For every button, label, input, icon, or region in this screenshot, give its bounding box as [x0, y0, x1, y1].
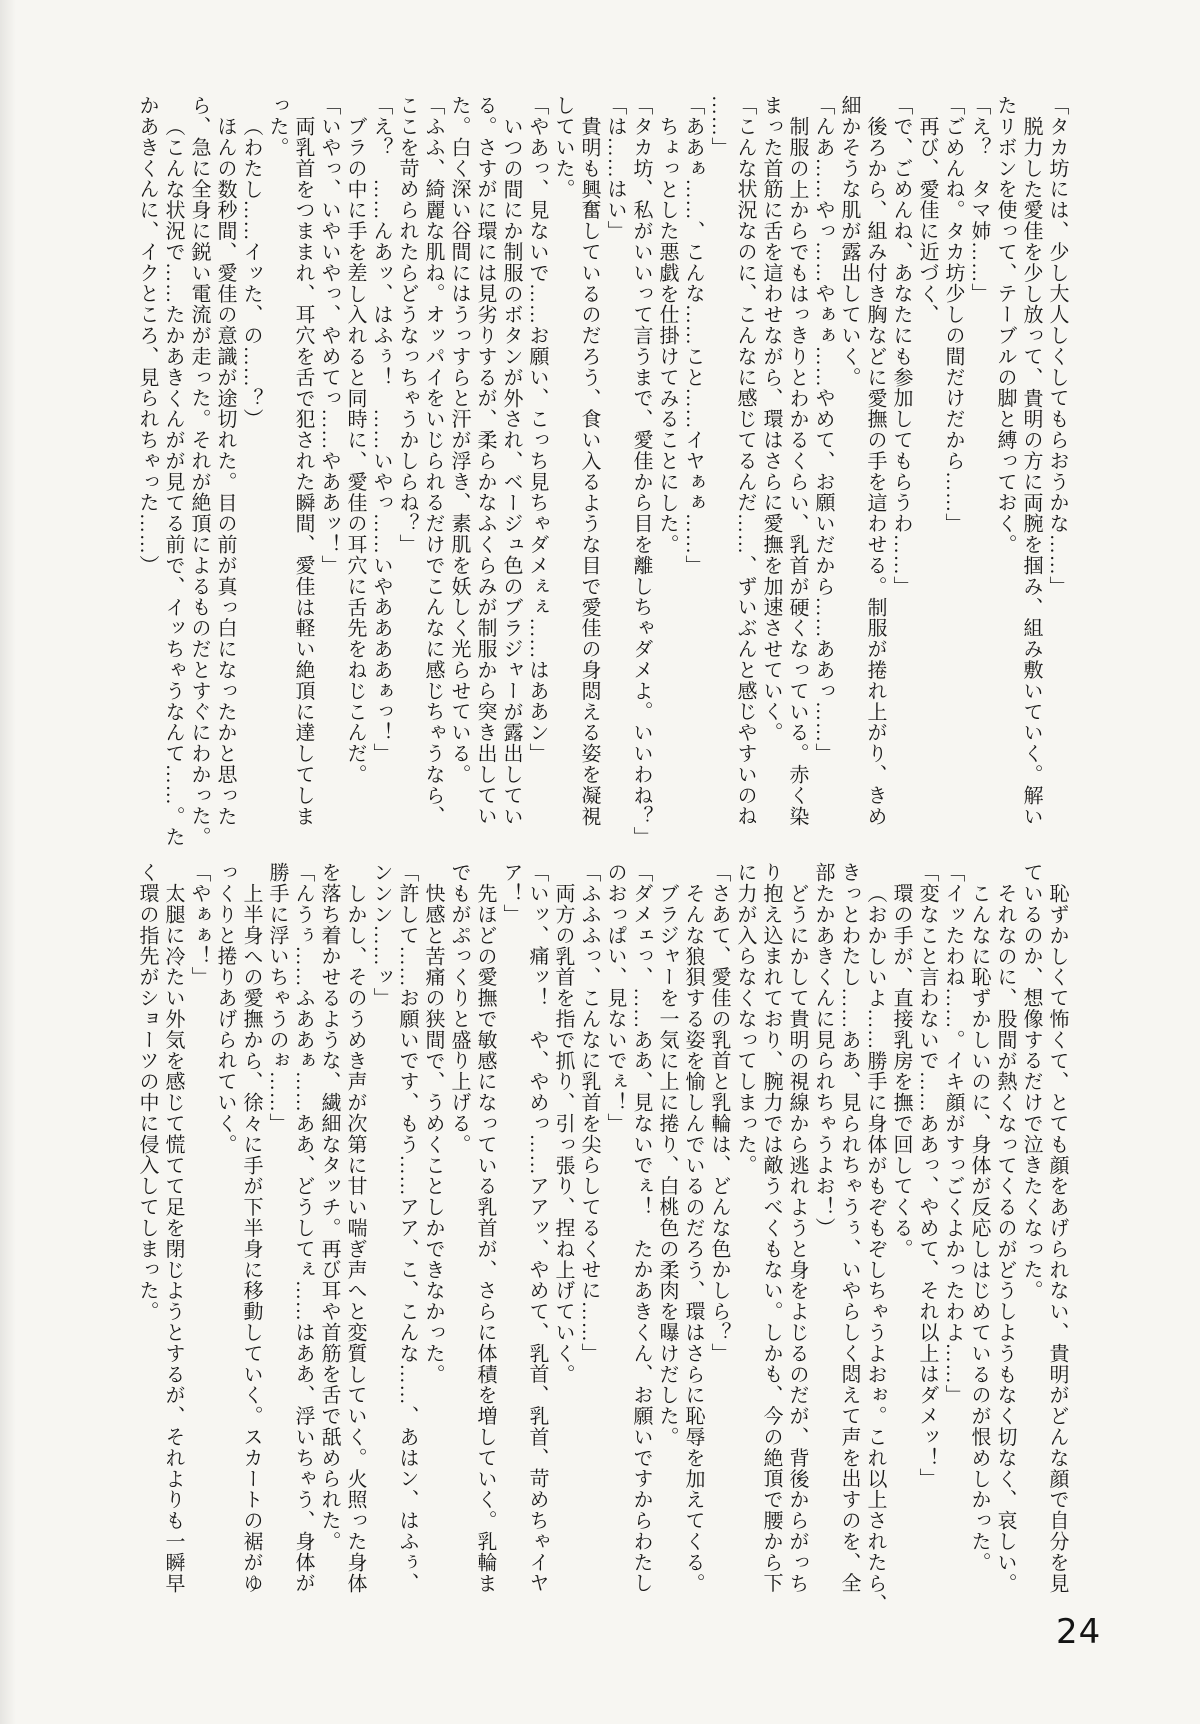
text-column: に力が入らなくなってしまった。 — [734, 862, 756, 1176]
text-column: 「え？ タマ姉……」 — [968, 95, 990, 304]
text-column: （こんな状況で……たかあきくんがが見てる前で、イッちゃうなんて……。た — [162, 116, 184, 848]
text-column: 部たかあきくんに見られちゃうよお！） — [812, 862, 834, 1239]
text-column: きっとわたし……ああ、見られちゃうぅ、いやらしく悶えて声を出すのを、全 — [838, 862, 860, 1594]
text-column: ンンン……ッ」 — [370, 862, 392, 1009]
text-column: 「イッたわね……。イキ顔がすっごくよかったわよ……」 — [942, 862, 964, 1406]
text-column: 「やあっ、見ないで……お願い、こっち見ちゃダメぇぇ……はああン」 — [526, 95, 548, 764]
bottom-text-block — [134, 862, 1070, 1615]
top-text-block — [134, 95, 1070, 848]
text-column: 勝手に浮いちゃうのぉ……」 — [266, 862, 288, 1134]
text-column: 「やぁぁ！」 — [188, 862, 210, 988]
text-column: 「で、ごめんね、あなたにも参加してもらうわ……」 — [890, 95, 912, 597]
text-column: 「いッ、痛ッ！ や、やめっ……アアッ、やめて、乳首、乳首、苛めちゃイヤ — [526, 862, 548, 1594]
text-column: 貴明も興奮しているのだろう、食い入るような目で愛佳の身悶える姿を凝視 — [578, 116, 600, 827]
text-column: 恥ずかしくて怖くて、とても顔をあげられない、貴明がどんな顔で自分を見 — [1046, 883, 1068, 1594]
text-column: 「タカ坊、私がいいって言うまで、愛佳から目を離しちゃダメよ。いいわね？」 — [630, 95, 652, 848]
text-column: 「こんな状況なのに、こんなに感じてるんだ……、ずいぶんと感じやすいのね — [734, 95, 756, 827]
text-column: た。白く深い谷間にはうっすらと汗が浮き、素肌を妖しく光らせている。 — [448, 95, 470, 785]
text-column: それなのに、股間が熱くなってくるのがどうしようもなく切なく、哀しい。 — [994, 883, 1016, 1594]
text-column: 両方の乳首を指で抓り、引っ張り、捏ね上げていく。 — [552, 883, 574, 1385]
text-column: でもがぷっくりと盛り上げる。 — [448, 862, 470, 1155]
text-column: 細かそうな肌が露出していく。 — [838, 95, 860, 388]
text-column: ほんの数秒間、愛佳の意識が途切れた。目の前が真っ白になったかと思った — [214, 116, 236, 827]
text-column: っくりと捲りあげられていく。 — [214, 862, 236, 1155]
text-column: 「ああぁ……、こんな……こと……イヤぁぁ……」 — [682, 95, 704, 576]
text-column: ちょっとした悪戯を仕掛けてみることにした。 — [656, 116, 678, 555]
text-column: まった首筋に舌を這わせながら、環はさらに愛撫を加速させていく。 — [760, 95, 782, 743]
text-column: 「ダメェっ、……ああ、見ないでぇ！ たかあきくん、お願いですからわたし — [630, 862, 652, 1594]
text-column: （おかしいよ……勝手に身体がもぞもぞしちゃうよおぉ。これ以上されたら、 — [864, 883, 886, 1615]
text-column: そんな狼狽する姿を愉しんでいるのだろう、環はさらに恥辱を加えてくる。 — [682, 883, 704, 1594]
text-column: 「ごめんね。タカ坊少しの間だけだから……」 — [942, 95, 964, 534]
text-column: 「ふふふっ、こんなに乳首を尖らしてるくせに……」 — [578, 862, 600, 1364]
text-column: 「は……はい」 — [604, 95, 626, 242]
text-column: しかし、そのうめき声が次第に甘い喘ぎ声へと変質していく。火照った身体 — [344, 883, 366, 1594]
text-column: ……」 — [708, 95, 730, 158]
text-column: ア！」 — [500, 862, 522, 925]
text-column: り抱え込まれており、腕力では敵うべくもない。しかも、今の絶頂で腰から下 — [760, 862, 782, 1594]
text-column: 「え？ ……んあッ、はふぅ！ ……いやっ……いやああああぁっ！」 — [370, 95, 392, 764]
text-column: 太腿に冷たい外気を感じて慌てて足を閉じようとするが、それよりも一瞬早 — [162, 883, 184, 1594]
text-column: を落ち着かせるような、繊細なタッチ。再び耳や首筋を舌で舐められた。 — [318, 862, 340, 1552]
text-column: 「許して……お願いです、もう……アア、こ、こんな……、あはン、はふぅ、 — [396, 862, 418, 1594]
text-column: った。 — [266, 95, 288, 158]
text-column: ら、急に全身に鋭い電流が走った。それが絶頂によるものだとすぐにわかった。 — [188, 95, 210, 848]
text-column: どうにかして貴明の視線から逃れようと身をよじるのだが、背後からがっち — [786, 883, 808, 1594]
text-column: 脱力した愛佳を少し放って、貴明の方に両腕を掴み、組み敷いていく。解い — [1020, 116, 1042, 827]
text-column: 上半身への愛撫から、徐々に手が下半身に移動していく。スカートの裾がゆ — [240, 883, 262, 1594]
text-column: 「いやっ、いやいやっ、やめてっ……やああッ！」 — [318, 95, 340, 576]
text-column: 「変なこと言わないで……ああっ、やめて、それ以上はダメッ！」 — [916, 862, 938, 1489]
text-column: 快感と苦痛の狭間で、うめくことしかできなかった。 — [422, 883, 444, 1385]
text-column: ブラジャーを一気に上に捲り、白桃色の柔肉を曝けだした。 — [656, 883, 678, 1448]
text-column: 環の手が、直接乳房を撫で回してくる。 — [890, 883, 912, 1260]
text-column: ここを苛められたらどうなっちゃうかしらね？」 — [396, 95, 418, 555]
text-column: 「タカ坊には、少し大人しくしてもらおうかな……」 — [1046, 95, 1068, 597]
text-column: のおっぱい、見ないでぇ！」 — [604, 862, 626, 1134]
text-column: 先ほどの愛撫で敏感になっている乳首が、さらに体積を増していく。乳輪ま — [474, 883, 496, 1594]
text-column: 「さあて、愛佳の乳首と乳輪は、どんな色かしら？」 — [708, 862, 730, 1364]
text-column: ブラの中に手を差し入れると同時に、愛佳の耳穴に舌先をねじこんだ。 — [344, 116, 366, 785]
text-column: していた。 — [552, 95, 574, 200]
text-column: 後ろから、組み付き胸などに愛撫の手を這わせる。制服が捲れ上がり、きめ — [864, 116, 886, 827]
text-column: ているのか、想像するだけで泣きたくなった。 — [1020, 862, 1042, 1301]
text-column: 制服の上からでもはっきりとわかるくらい、乳首が硬くなっている。赤く染 — [786, 116, 808, 827]
page-number: 24 — [1056, 1612, 1102, 1652]
text-column: る。さすがに環には見劣りするが、柔らかなふくらみが制服から突き出してい — [474, 95, 496, 827]
text-column: 「んあ……やっ……やぁぁ……やめて、お願いだから……ああっ……」 — [812, 95, 834, 764]
text-column: 「ふふ、綺麗な肌ね。オッパイをいじられるだけでこんなに感じちゃうなら、 — [422, 95, 444, 827]
text-column: （わたし……イッた、の……？） — [240, 116, 262, 430]
text-column: かあきくんに、イクところ、見られちゃった……） — [136, 95, 158, 576]
text-column: こんなに恥ずかしいのに、身体が反応しはじめているのが恨めしかった。 — [968, 883, 990, 1573]
text-column: いつの間にか制服のボタンが外され、ベージュ色のブラジャーが露出してい — [500, 116, 522, 827]
text-column: 両乳首をつままれ、耳穴を舌で犯された瞬間、愛佳は軽い絶頂に達してしま — [292, 116, 314, 827]
text-column: たリボンを使って、テーブルの脚と縛っておく。 — [994, 95, 1016, 555]
text-column: 再び、愛佳に近づく、 — [916, 116, 938, 325]
text-column: 「んうぅ……ふああぁ……ああ、どうしてぇ……はああ、浮いちゃう、身体が — [292, 862, 314, 1594]
text-column: く環の指先がショーツの中に侵入してしまった。 — [136, 862, 158, 1322]
